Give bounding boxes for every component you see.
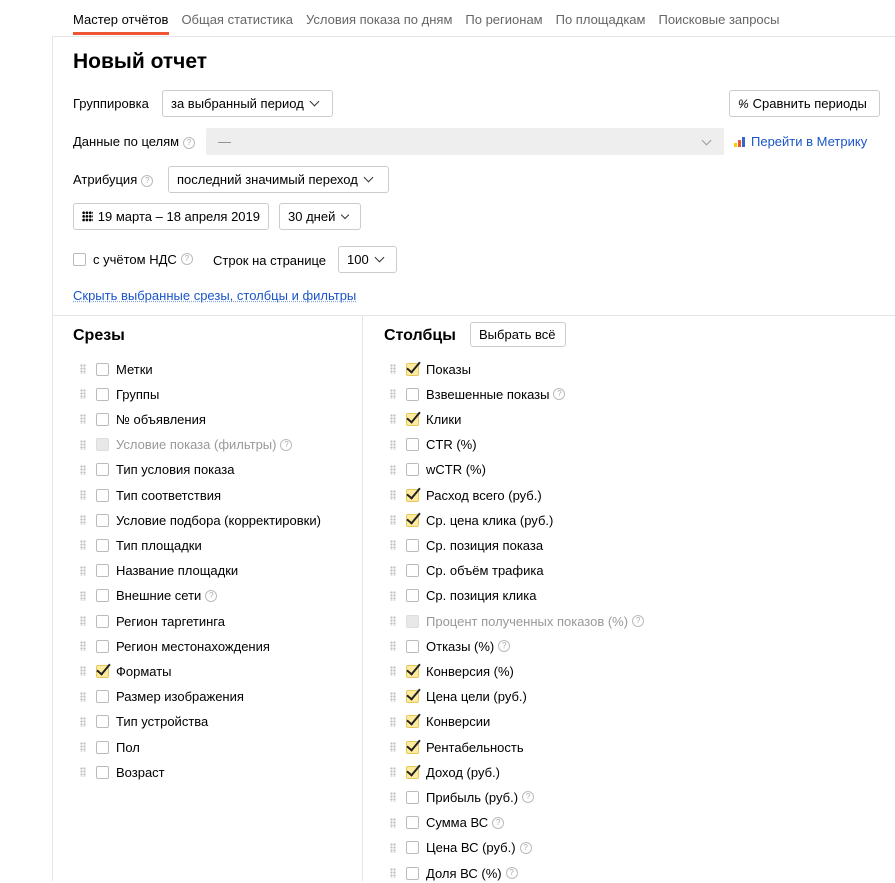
help-icon[interactable]: ? (183, 137, 195, 149)
list-item[interactable] (390, 787, 534, 807)
list-item[interactable] (390, 737, 524, 757)
tab-by-regions[interactable]: По регионам (465, 12, 543, 27)
rows-per-page-label: Строк на странице (213, 253, 327, 268)
date-range-value: 19 марта – 18 апреля 2019 (97, 209, 260, 224)
help-icon[interactable]: ? (181, 253, 193, 265)
drag-handle-icon[interactable] (80, 717, 86, 727)
item-checkbox[interactable] (406, 665, 419, 678)
slices-title: Срезы (73, 327, 125, 344)
list-item[interactable] (80, 384, 159, 404)
item-checkbox[interactable] (406, 816, 419, 829)
help-icon[interactable]: ? (141, 175, 153, 187)
period-value: 30 дней (288, 209, 336, 224)
tab-general-stats[interactable]: Общая статистика (181, 12, 293, 27)
drag-handle-icon[interactable] (80, 515, 86, 525)
hide-selected-link[interactable]: Скрыть выбранные срезы, столбцы и фильтры (73, 288, 357, 303)
help-icon[interactable]: ? (520, 842, 532, 854)
item-label: Регион местонахождения (116, 638, 270, 654)
item-checkbox[interactable] (406, 363, 419, 376)
drag-handle-icon[interactable] (390, 515, 396, 525)
item-checkbox[interactable] (96, 564, 109, 577)
item-label: Доля ВС (%) (426, 865, 502, 881)
item-label: Размер изображения (116, 689, 244, 705)
item-label: Расход всего (руб.) (426, 487, 542, 503)
help-icon[interactable]: ? (522, 791, 534, 803)
list-item[interactable] (390, 661, 514, 681)
item-label: Пол (116, 739, 140, 755)
tab-search-queries[interactable]: Поисковые запросы (658, 12, 780, 27)
list-item[interactable] (80, 611, 225, 631)
vat-checkbox[interactable] (73, 253, 86, 266)
list-item[interactable] (390, 435, 477, 455)
item-checkbox (406, 615, 419, 628)
tabs-divider (52, 36, 895, 37)
item-checkbox[interactable] (96, 539, 109, 552)
list-item[interactable] (390, 813, 504, 833)
drag-handle-icon[interactable] (390, 742, 396, 752)
item-checkbox[interactable] (406, 690, 419, 703)
rows-per-page-value: 100 (347, 252, 369, 267)
drag-handle-icon[interactable] (80, 364, 86, 374)
compare-periods-button[interactable] (729, 90, 880, 117)
period-select[interactable] (279, 203, 361, 230)
tab-conditions-by-day[interactable]: Условия показа по дням (305, 12, 453, 27)
item-label: Метки (116, 361, 153, 377)
item-checkbox[interactable] (406, 514, 419, 527)
drag-handle-icon[interactable] (390, 364, 396, 374)
list-item[interactable] (390, 460, 486, 480)
drag-handle-icon[interactable] (390, 641, 396, 651)
attribution-value: последний значимый переход (177, 172, 358, 187)
item-checkbox[interactable] (406, 463, 419, 476)
item-label: CTR (%) (426, 437, 477, 453)
attribution-select[interactable] (168, 166, 389, 193)
drag-handle-icon[interactable] (80, 742, 86, 752)
item-label: Тип площадки (116, 537, 202, 553)
item-checkbox[interactable] (96, 413, 109, 426)
help-icon[interactable]: ? (492, 817, 504, 829)
item-label: Тип устройства (116, 714, 209, 730)
list-item[interactable] (390, 636, 510, 656)
list-item (80, 435, 292, 455)
list-item[interactable] (390, 586, 536, 606)
item-label: Конверсии (426, 714, 491, 730)
drag-handle-icon[interactable] (80, 540, 86, 550)
column-divider (362, 316, 363, 881)
list-item[interactable] (390, 535, 543, 555)
chevron-down-icon (341, 210, 349, 218)
left-border (52, 36, 53, 881)
item-checkbox[interactable] (96, 489, 109, 502)
item-checkbox[interactable] (406, 589, 419, 602)
list-item[interactable] (390, 359, 471, 379)
drag-handle-icon[interactable] (390, 465, 396, 475)
active-tab-indicator (73, 32, 169, 35)
compare-periods-label: Сравнить периоды (752, 96, 867, 111)
list-item[interactable] (390, 561, 544, 581)
item-checkbox[interactable] (406, 841, 419, 854)
item-label: Регион таргетинга (116, 613, 225, 629)
drag-handle-icon[interactable] (390, 591, 396, 601)
vat-label: с учётом НДС (93, 251, 177, 267)
rows-per-page-select[interactable] (338, 246, 397, 273)
help-icon[interactable]: ? (632, 615, 644, 627)
item-label: № объявления (116, 411, 206, 427)
list-item[interactable] (80, 636, 270, 656)
drag-handle-icon[interactable] (80, 414, 86, 424)
drag-handle-icon[interactable] (390, 792, 396, 802)
list-item[interactable] (80, 510, 321, 530)
goals-select[interactable] (206, 128, 724, 155)
item-label: Прибыль (руб.) (426, 789, 519, 805)
report-tabs (73, 12, 793, 27)
item-checkbox[interactable] (96, 690, 109, 703)
item-label: Ср. позиция клика (426, 588, 537, 604)
drag-handle-icon[interactable] (80, 440, 86, 450)
item-label: Цена ВС (руб.) (426, 840, 516, 856)
drag-handle-icon[interactable] (390, 767, 396, 777)
item-checkbox[interactable] (96, 514, 109, 527)
list-item[interactable] (390, 863, 518, 883)
drag-handle-icon[interactable] (80, 666, 86, 676)
list-item[interactable] (390, 485, 542, 505)
help-icon[interactable]: ? (280, 439, 292, 451)
grouping-label: Группировка (73, 96, 149, 111)
item-label: Ср. цена клика (руб.) (426, 512, 554, 528)
drag-handle-icon[interactable] (80, 490, 86, 500)
tab-by-platforms[interactable]: По площадкам (555, 12, 646, 27)
drag-handle-icon[interactable] (80, 641, 86, 651)
list-item[interactable] (390, 838, 532, 858)
item-checkbox[interactable] (406, 640, 419, 653)
help-icon[interactable]: ? (553, 388, 565, 400)
list-item[interactable] (80, 762, 165, 782)
attribution-label: Атрибуция ? (73, 172, 153, 187)
item-checkbox[interactable] (406, 791, 419, 804)
drag-handle-icon[interactable] (390, 389, 396, 399)
grouping-value: за выбранный период (171, 96, 304, 111)
section-divider (52, 315, 895, 316)
grouping-select[interactable] (162, 90, 333, 117)
tab-report-master[interactable]: Мастер отчётов (73, 12, 169, 27)
list-item[interactable] (80, 535, 202, 555)
goals-value: — (218, 134, 231, 149)
item-checkbox[interactable] (96, 363, 109, 376)
drag-handle-icon[interactable] (390, 868, 396, 878)
list-item[interactable] (80, 737, 140, 757)
metrika-link[interactable]: Перейти в Метрику (734, 134, 867, 149)
drag-handle-icon[interactable] (390, 490, 396, 500)
chevron-down-icon (309, 97, 319, 107)
drag-handle-icon[interactable] (390, 692, 396, 702)
item-checkbox[interactable] (406, 413, 419, 426)
item-label: Ср. позиция показа (426, 537, 544, 553)
item-label: Группы (116, 386, 160, 402)
list-item[interactable] (80, 687, 244, 707)
item-checkbox[interactable] (406, 564, 419, 577)
item-label: Конверсия (%) (426, 663, 514, 679)
drag-handle-icon[interactable] (390, 440, 396, 450)
item-label: Рентабельность (426, 739, 524, 755)
columns-title: Столбцы (384, 327, 456, 344)
drag-handle-icon[interactable] (80, 566, 86, 576)
item-checkbox[interactable] (406, 388, 419, 401)
list-item[interactable] (390, 409, 461, 429)
list-item[interactable] (80, 561, 238, 581)
item-label: Процент полученных показов (%) (426, 613, 629, 629)
help-icon[interactable]: ? (205, 590, 217, 602)
item-label: Цена цели (руб.) (426, 689, 527, 705)
list-item[interactable] (80, 485, 221, 505)
list-item[interactable] (80, 460, 234, 480)
item-checkbox[interactable] (96, 589, 109, 602)
list-item[interactable] (80, 661, 172, 681)
item-label: Тип условия показа (116, 462, 235, 478)
list-item[interactable] (390, 762, 500, 782)
drag-handle-icon[interactable] (80, 767, 86, 777)
item-checkbox[interactable] (96, 766, 109, 779)
item-label: Клики (426, 411, 462, 427)
list-item[interactable] (390, 510, 553, 530)
drag-handle-icon[interactable] (80, 692, 86, 702)
item-checkbox[interactable] (96, 615, 109, 628)
drag-handle-icon[interactable] (390, 414, 396, 424)
item-label: Взвешенные показы (426, 386, 550, 402)
item-checkbox[interactable] (96, 388, 109, 401)
drag-handle-icon[interactable] (80, 389, 86, 399)
drag-handle-icon[interactable] (390, 843, 396, 853)
item-label: Условие подбора (корректировки) (116, 512, 321, 528)
item-label: Название площадки (116, 563, 239, 579)
date-range-button[interactable] (73, 203, 269, 230)
item-label: Ср. объём трафика (426, 563, 544, 579)
metrika-icon (734, 137, 746, 147)
drag-handle-icon[interactable] (80, 465, 86, 475)
item-checkbox[interactable] (406, 539, 419, 552)
list-item[interactable] (80, 409, 206, 429)
list-item[interactable] (390, 712, 490, 732)
vat-checkbox-row[interactable] (73, 249, 193, 269)
goals-label: Данные по целям ? (73, 134, 195, 149)
help-icon[interactable]: ? (498, 640, 510, 652)
item-label: wCTR (%) (426, 462, 486, 478)
item-checkbox[interactable] (96, 640, 109, 653)
compare-icon: % (738, 96, 749, 111)
list-item[interactable] (80, 359, 153, 379)
list-item (390, 611, 644, 631)
item-checkbox[interactable] (406, 741, 419, 754)
drag-handle-icon[interactable] (390, 540, 396, 550)
item-checkbox[interactable] (96, 463, 109, 476)
chevron-down-icon (374, 253, 384, 263)
drag-handle-icon[interactable] (390, 717, 396, 727)
help-icon[interactable]: ? (506, 867, 518, 879)
item-checkbox[interactable] (406, 766, 419, 779)
calendar-icon (82, 211, 93, 222)
item-label: Форматы (116, 663, 172, 679)
item-checkbox (96, 438, 109, 451)
drag-handle-icon[interactable] (390, 616, 396, 626)
item-checkbox[interactable] (96, 715, 109, 728)
item-checkbox[interactable] (406, 715, 419, 728)
chevron-down-icon (363, 173, 373, 183)
item-checkbox[interactable] (406, 867, 419, 880)
chevron-down-icon (702, 136, 712, 146)
item-label: Внешние сети (116, 588, 202, 604)
list-item[interactable] (390, 384, 565, 404)
drag-handle-icon[interactable] (390, 818, 396, 828)
drag-handle-icon[interactable] (390, 666, 396, 676)
page-title: Новый отчет (73, 50, 208, 73)
item-label: Условие показа (фильтры) (116, 437, 277, 453)
drag-handle-icon[interactable] (390, 566, 396, 576)
select-all-button[interactable]: Выбрать всё (470, 322, 566, 347)
drag-handle-icon[interactable] (80, 616, 86, 626)
item-label: Доход (руб.) (426, 764, 500, 780)
item-label: Возраст (116, 764, 165, 780)
item-checkbox[interactable] (96, 665, 109, 678)
drag-handle-icon[interactable] (80, 591, 86, 601)
item-checkbox[interactable] (406, 489, 419, 502)
list-item[interactable] (390, 687, 527, 707)
item-label: Показы (426, 361, 471, 377)
item-label: Сумма ВС (426, 815, 489, 831)
item-label: Тип соответствия (116, 487, 222, 503)
item-label: Отказы (%) (426, 638, 495, 654)
list-item[interactable] (80, 586, 217, 606)
item-checkbox[interactable] (96, 741, 109, 754)
item-checkbox[interactable] (406, 438, 419, 451)
list-item[interactable] (80, 712, 208, 732)
